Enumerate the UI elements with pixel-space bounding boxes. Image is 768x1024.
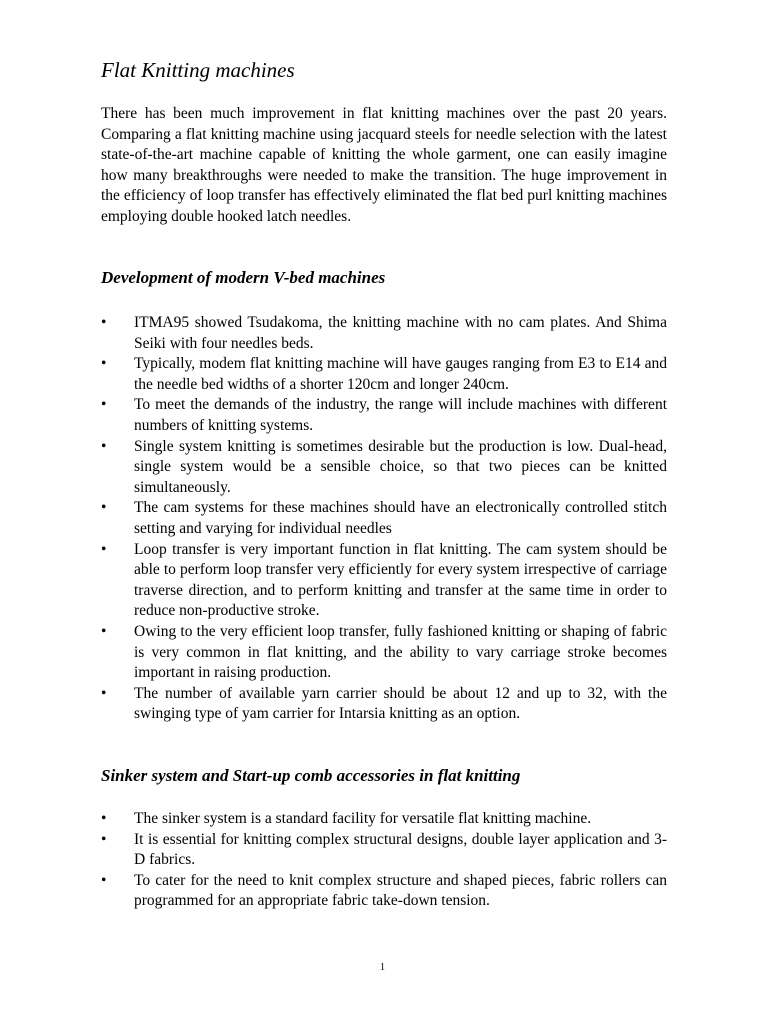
section-heading-vbed: Development of modern V-bed machines: [101, 268, 386, 287]
list-item: • To meet the demands of the industry, the range will include machines with different numbers of knitting systems.: [101, 396, 667, 434]
bullet-icon: •: [101, 871, 107, 889]
sinker-bullet-list: [101, 809, 667, 912]
section-heading-sinker: Sinker system and Start-up comb accessories in flat knitting: [101, 766, 521, 785]
bullet-icon: •: [101, 437, 107, 455]
bullet-icon: •: [101, 622, 107, 640]
list-item: • It is essential for knitting complex structural designs, double layer application and 3-D fabrics.: [101, 830, 667, 869]
list-item: • The number of available yarn carrier should be about 12 and up to 32, with the swinging type of yam carrier for Intarsia knitting as an option.: [101, 684, 667, 723]
bullet-icon: •: [101, 355, 107, 373]
bullet-icon: •: [101, 499, 107, 517]
bullet-icon: •: [101, 314, 107, 331]
list-item: • Owing to the very efficient loop transfer, fully fashioned knitting or shaping of fabric is very common in flat knitting, and the ability to vary carriage stroke becomes important in raising production.: [101, 622, 667, 682]
list-item: • The cam systems for these machines should have an electronically controlled stitch setting and varying for individual needles: [101, 499, 667, 537]
page-title: Flat Knitting machines: [101, 58, 295, 82]
list-item: • The sinker system is a standard facility for versatile flat knitting machine.: [101, 809, 667, 830]
bullet-icon: •: [101, 396, 107, 414]
list-item: • Loop transfer is very important function in flat knitting. The cam system should be able to perform loop transfer very efficiently for every system irrespective of carriage traverse direction, and to perform knitting and transfer at the same time in order to reduce non-productive stroke.: [101, 540, 667, 620]
page-number: 1: [380, 962, 385, 973]
bullet-icon: •: [101, 830, 107, 848]
bullet-icon: •: [101, 540, 107, 558]
bullet-icon: •: [101, 810, 107, 827]
list-item: • Single system knitting is sometimes desirable but the production is low. Dual-head, single system would be a sensible choice, so that two pieces can be knitted simultaneously.: [101, 437, 667, 496]
vbed-bullet-list: [101, 313, 667, 725]
list-item: • To cater for the need to knit complex structure and shaped pieces, fabric rollers can programmed for an appropriate fabric take-down tension.: [101, 871, 667, 910]
list-item: • ITMA95 showed Tsudakoma, the knitting machine with no cam plates. And Shima Seiki with four needles beds.: [101, 314, 667, 352]
list-item: • Typically, modem flat knitting machine will have gauges ranging from E3 to E14 and the needle bed widths of a shorter 120cm and longer 240cm.: [101, 355, 667, 393]
bullet-icon: •: [101, 684, 107, 702]
intro-paragraph: There has been much improvement in flat knitting machines over the past 20 years. Comparing a flat knitting machine using jacquard steels for needle selection with the latest state-of-the-art machine capable of knitting the whole garment, one can easily imagine how many breakthroughs were needed to make the transition. The huge improvement in the efficiency of loop transfer has effectively eliminated the flat bed purl knitting machines employing double hooked latch needles.: [101, 105, 667, 225]
